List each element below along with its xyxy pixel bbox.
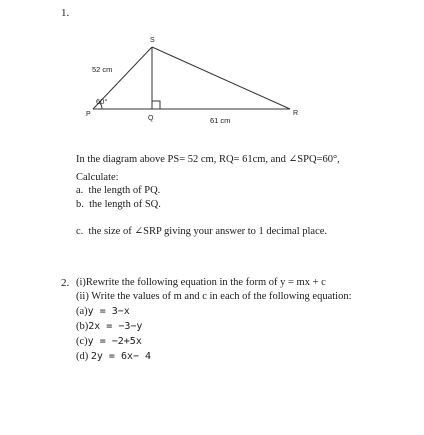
calculate-label: Calculate: — [76, 172, 119, 183]
list-item-text: the length of SQ. — [89, 199, 161, 210]
equation-label: (b) — [76, 321, 89, 332]
list-item-a — [76, 185, 160, 196]
list-item-b — [76, 199, 161, 210]
question-1-statement: In the diagram above PS= 52 cm, RQ= 61cm, and ∠SPQ=60°, — [76, 154, 340, 165]
equation-text: y = −2+5x — [87, 336, 142, 347]
equation-text: 2y = 6x− 4 — [90, 351, 152, 362]
question-2-line-1: (i)Rewrite the following equation in the form of y = mx + c — [76, 277, 326, 288]
side-label-qr: 61 cm — [210, 116, 231, 125]
question-1-number: 1. — [61, 7, 70, 19]
vertex-label-s: S — [150, 37, 155, 44]
right-angle-marker — [152, 101, 160, 109]
list-marker: b. — [76, 199, 84, 210]
equation-label: (a) — [76, 306, 88, 317]
vertex-label-r: R — [293, 110, 299, 117]
vertex-label-p: P — [86, 111, 91, 118]
side-sr — [152, 47, 290, 109]
equation-b — [76, 321, 142, 332]
list-marker: c. — [76, 226, 84, 237]
equation-label: (d) — [76, 351, 89, 362]
vertex-label-q: Q — [148, 115, 154, 122]
equation-label: (c) — [76, 336, 88, 347]
equation-text: y = 3−x — [87, 306, 130, 317]
equation-text: 2x = −3−y — [88, 321, 143, 332]
list-marker: a. — [76, 185, 84, 196]
question-2-number: 2. — [61, 277, 70, 289]
list-item-text: the length of PQ. — [88, 185, 161, 196]
equation-c — [76, 336, 142, 347]
equation-d — [76, 351, 151, 362]
question-2-line-2: (ii) Write the values of m and c in each of the following equation: — [76, 291, 352, 302]
side-label-ps: 52 cm — [92, 65, 113, 74]
triangle-diagram — [0, 0, 424, 135]
equation-a — [76, 306, 130, 317]
angle-label-p: 60° — [96, 97, 108, 106]
list-item-text: the size of ∠SRP giving your answer to 1 decimal place. — [88, 226, 328, 237]
list-item-c — [76, 225, 327, 237]
